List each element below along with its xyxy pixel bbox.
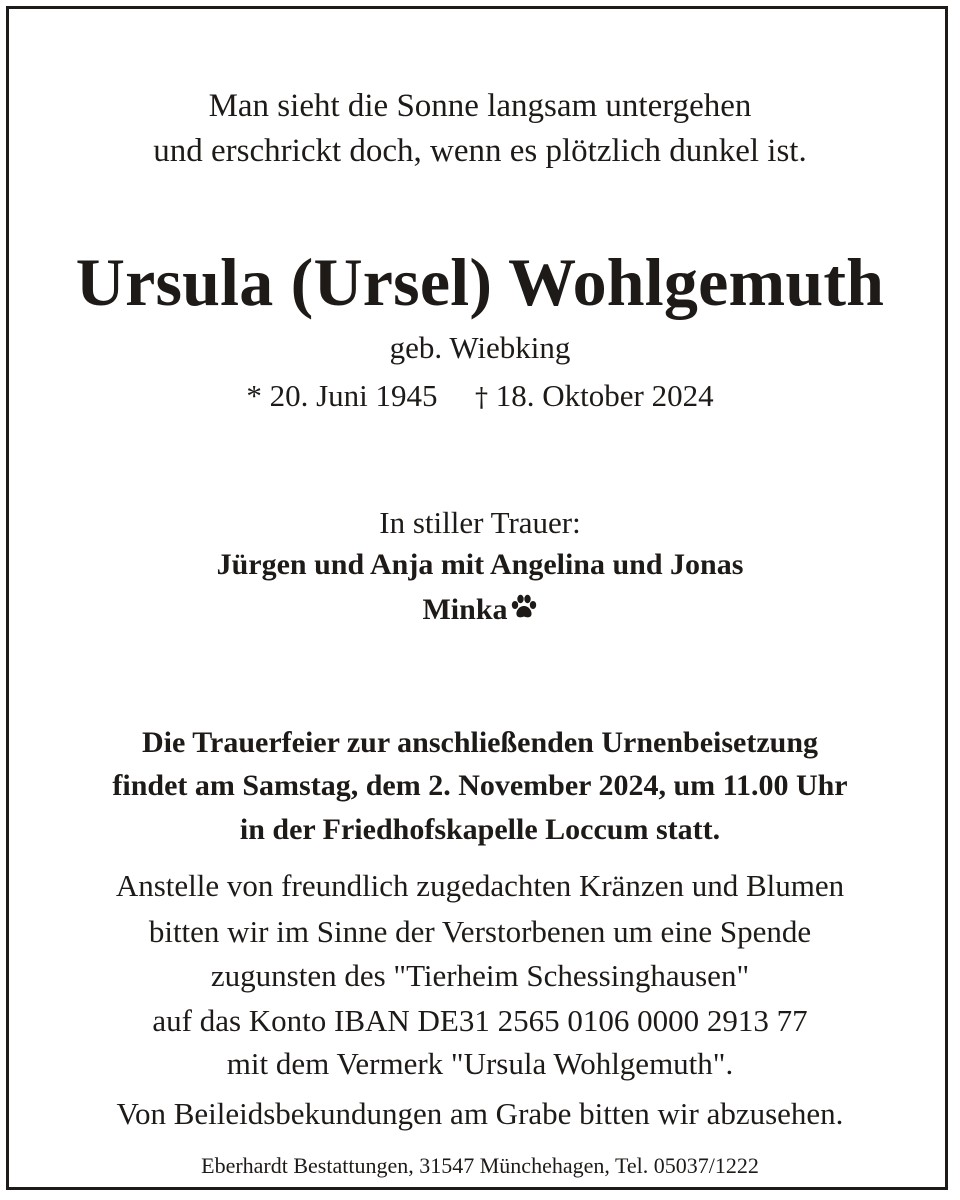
ceremony-line-3: in der Friedhofskapelle Loccum statt. bbox=[239, 813, 721, 846]
cross-icon: † bbox=[475, 383, 489, 413]
donation-line-1: Anstelle von freundlich zugedachten Kränzen und Blumen bbox=[115, 868, 845, 903]
donation-line-4: auf das Konto IBAN DE31 2565 0106 0000 2913 77 bbox=[152, 1003, 808, 1038]
maiden-name: geb. Wiebking bbox=[389, 330, 571, 365]
funeral-home-footer: Eberhardt Bestattungen, 31547 Münchehagen, Tel. 05037/1222 bbox=[201, 1153, 759, 1178]
mourning-intro: In stiller Trauer: bbox=[379, 505, 581, 540]
condolence-note: Von Beileidsbekundungen am Grabe bitten wir abzusehen. bbox=[116, 1096, 844, 1131]
ceremony-line-2: findet am Samstag, dem 2. November 2024, um 11.00 Uhr bbox=[112, 769, 848, 802]
donation-line-5: mit dem Vermerk "Ursula Wohlgemuth". bbox=[226, 1046, 734, 1081]
mourners-family: Jürgen und Anja mit Angelina und Jonas bbox=[216, 548, 744, 581]
deceased-name: Ursula (Ursel) Wohlgemuth bbox=[75, 244, 885, 320]
ceremony-line-1: Die Trauerfeier zur anschließenden Urnenbeisetzung bbox=[141, 726, 819, 759]
mourners-pet bbox=[0, 594, 960, 625]
donation-line-3: zugunsten des "Tierheim Schessinghausen" bbox=[210, 958, 750, 993]
verse-line-1: Man sieht die Sonne langsam untergehen bbox=[208, 88, 752, 124]
verse-line-2: und erschrickt doch, wenn es plötzlich dunkel ist. bbox=[153, 133, 807, 169]
donation-line-2: bitten wir im Sinne der Verstorbenen um eine Spende bbox=[148, 914, 812, 949]
life-dates bbox=[0, 380, 960, 411]
paw-print-icon bbox=[510, 594, 538, 620]
death-date: 18. Oktober 2024 bbox=[495, 378, 714, 413]
pet-name: Minka bbox=[422, 593, 508, 626]
birth-date: * 20. Juni 1945 bbox=[246, 378, 438, 413]
